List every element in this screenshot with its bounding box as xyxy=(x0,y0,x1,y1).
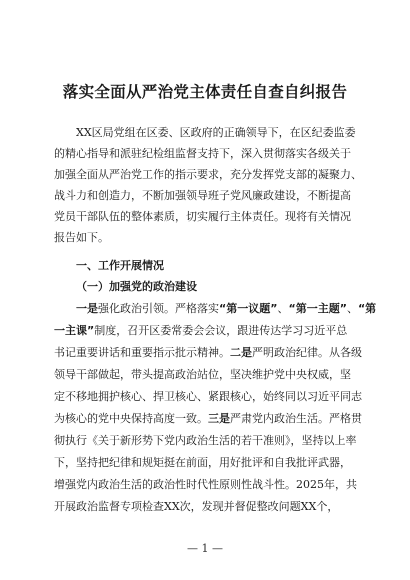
body-text: 、 xyxy=(346,302,358,315)
intro-line: 加强全面从严治党工作的指示要求，充分发挥党支部的凝聚力、 xyxy=(54,168,362,181)
body-line: 彻执行《关于新形势下党内政治生活的若干准则》，坚持以上率 xyxy=(54,434,357,447)
body-line: 领导干部做起，带头提高政治站位，坚决维护党中央权威，坚 xyxy=(54,368,351,381)
body-line xyxy=(54,324,358,338)
emphasis-text: 一是 xyxy=(76,302,98,315)
body-text: 制度，召开区委常委会会议，跟进传达学习习近平总 xyxy=(94,324,348,337)
emphasis-text: 一主课” xyxy=(54,324,95,337)
section-heading: 一、工作开展情况 xyxy=(76,259,164,272)
body-line xyxy=(76,302,377,316)
document-title: 落实全面从严治党主体责任自查自纠报告 xyxy=(62,82,348,101)
body-line: 下，坚持把纪律和规矩挺在前面，用好批评和自我批评武器， xyxy=(54,456,351,469)
body-line xyxy=(54,412,362,426)
intro-line: XX区局党组在区委、区政府的正确领导下，在区纪委监委 xyxy=(76,126,356,139)
body-text: 、 xyxy=(277,302,289,315)
intro-line: 党员干部队伍的整体素质，切实履行主体责任。现将有关情况 xyxy=(54,210,351,223)
body-line: 开展政治监督专项检查XX次，发现并督促整改问题XX个， xyxy=(54,500,339,513)
body-line xyxy=(54,346,362,360)
emphasis-text: “第一主题” xyxy=(288,302,347,315)
body-text: 强化政治引领。严格落实 xyxy=(98,302,219,315)
body-text: 书记重要讲话和重要指示批示精神。 xyxy=(54,346,230,359)
body-text: 为核心的党中央保持高度一致。 xyxy=(54,412,208,425)
body-text: 严明政治纪律。从各级 xyxy=(252,346,362,359)
body-line: 定不移地拥护核心、捍卫核心、紧跟核心，始终同以习近平同志 xyxy=(54,390,362,403)
emphasis-text: 二是 xyxy=(230,346,252,359)
body-text: 严肃党内政治生活。严格贯 xyxy=(230,412,362,425)
emphasis-text: “第 xyxy=(357,302,377,315)
intro-line: 的精心指导和派驻纪检组监督支持下，深入贯彻落实各级关于 xyxy=(54,147,351,160)
intro-line: 战斗力和创造力，不断加强领导班子党风廉政建设，不断提高 xyxy=(54,189,351,202)
subsection-heading: （一）加强党的政治建设 xyxy=(76,280,197,293)
emphasis-text: “第一议题” xyxy=(219,302,278,315)
body-line: 增强党内政治生活的政治性时代性原则性战斗性。2025年，共 xyxy=(54,478,357,491)
page-number: — 1 — xyxy=(187,542,223,555)
emphasis-text: 三是 xyxy=(208,412,230,425)
intro-line: 报告如下。 xyxy=(54,231,109,244)
